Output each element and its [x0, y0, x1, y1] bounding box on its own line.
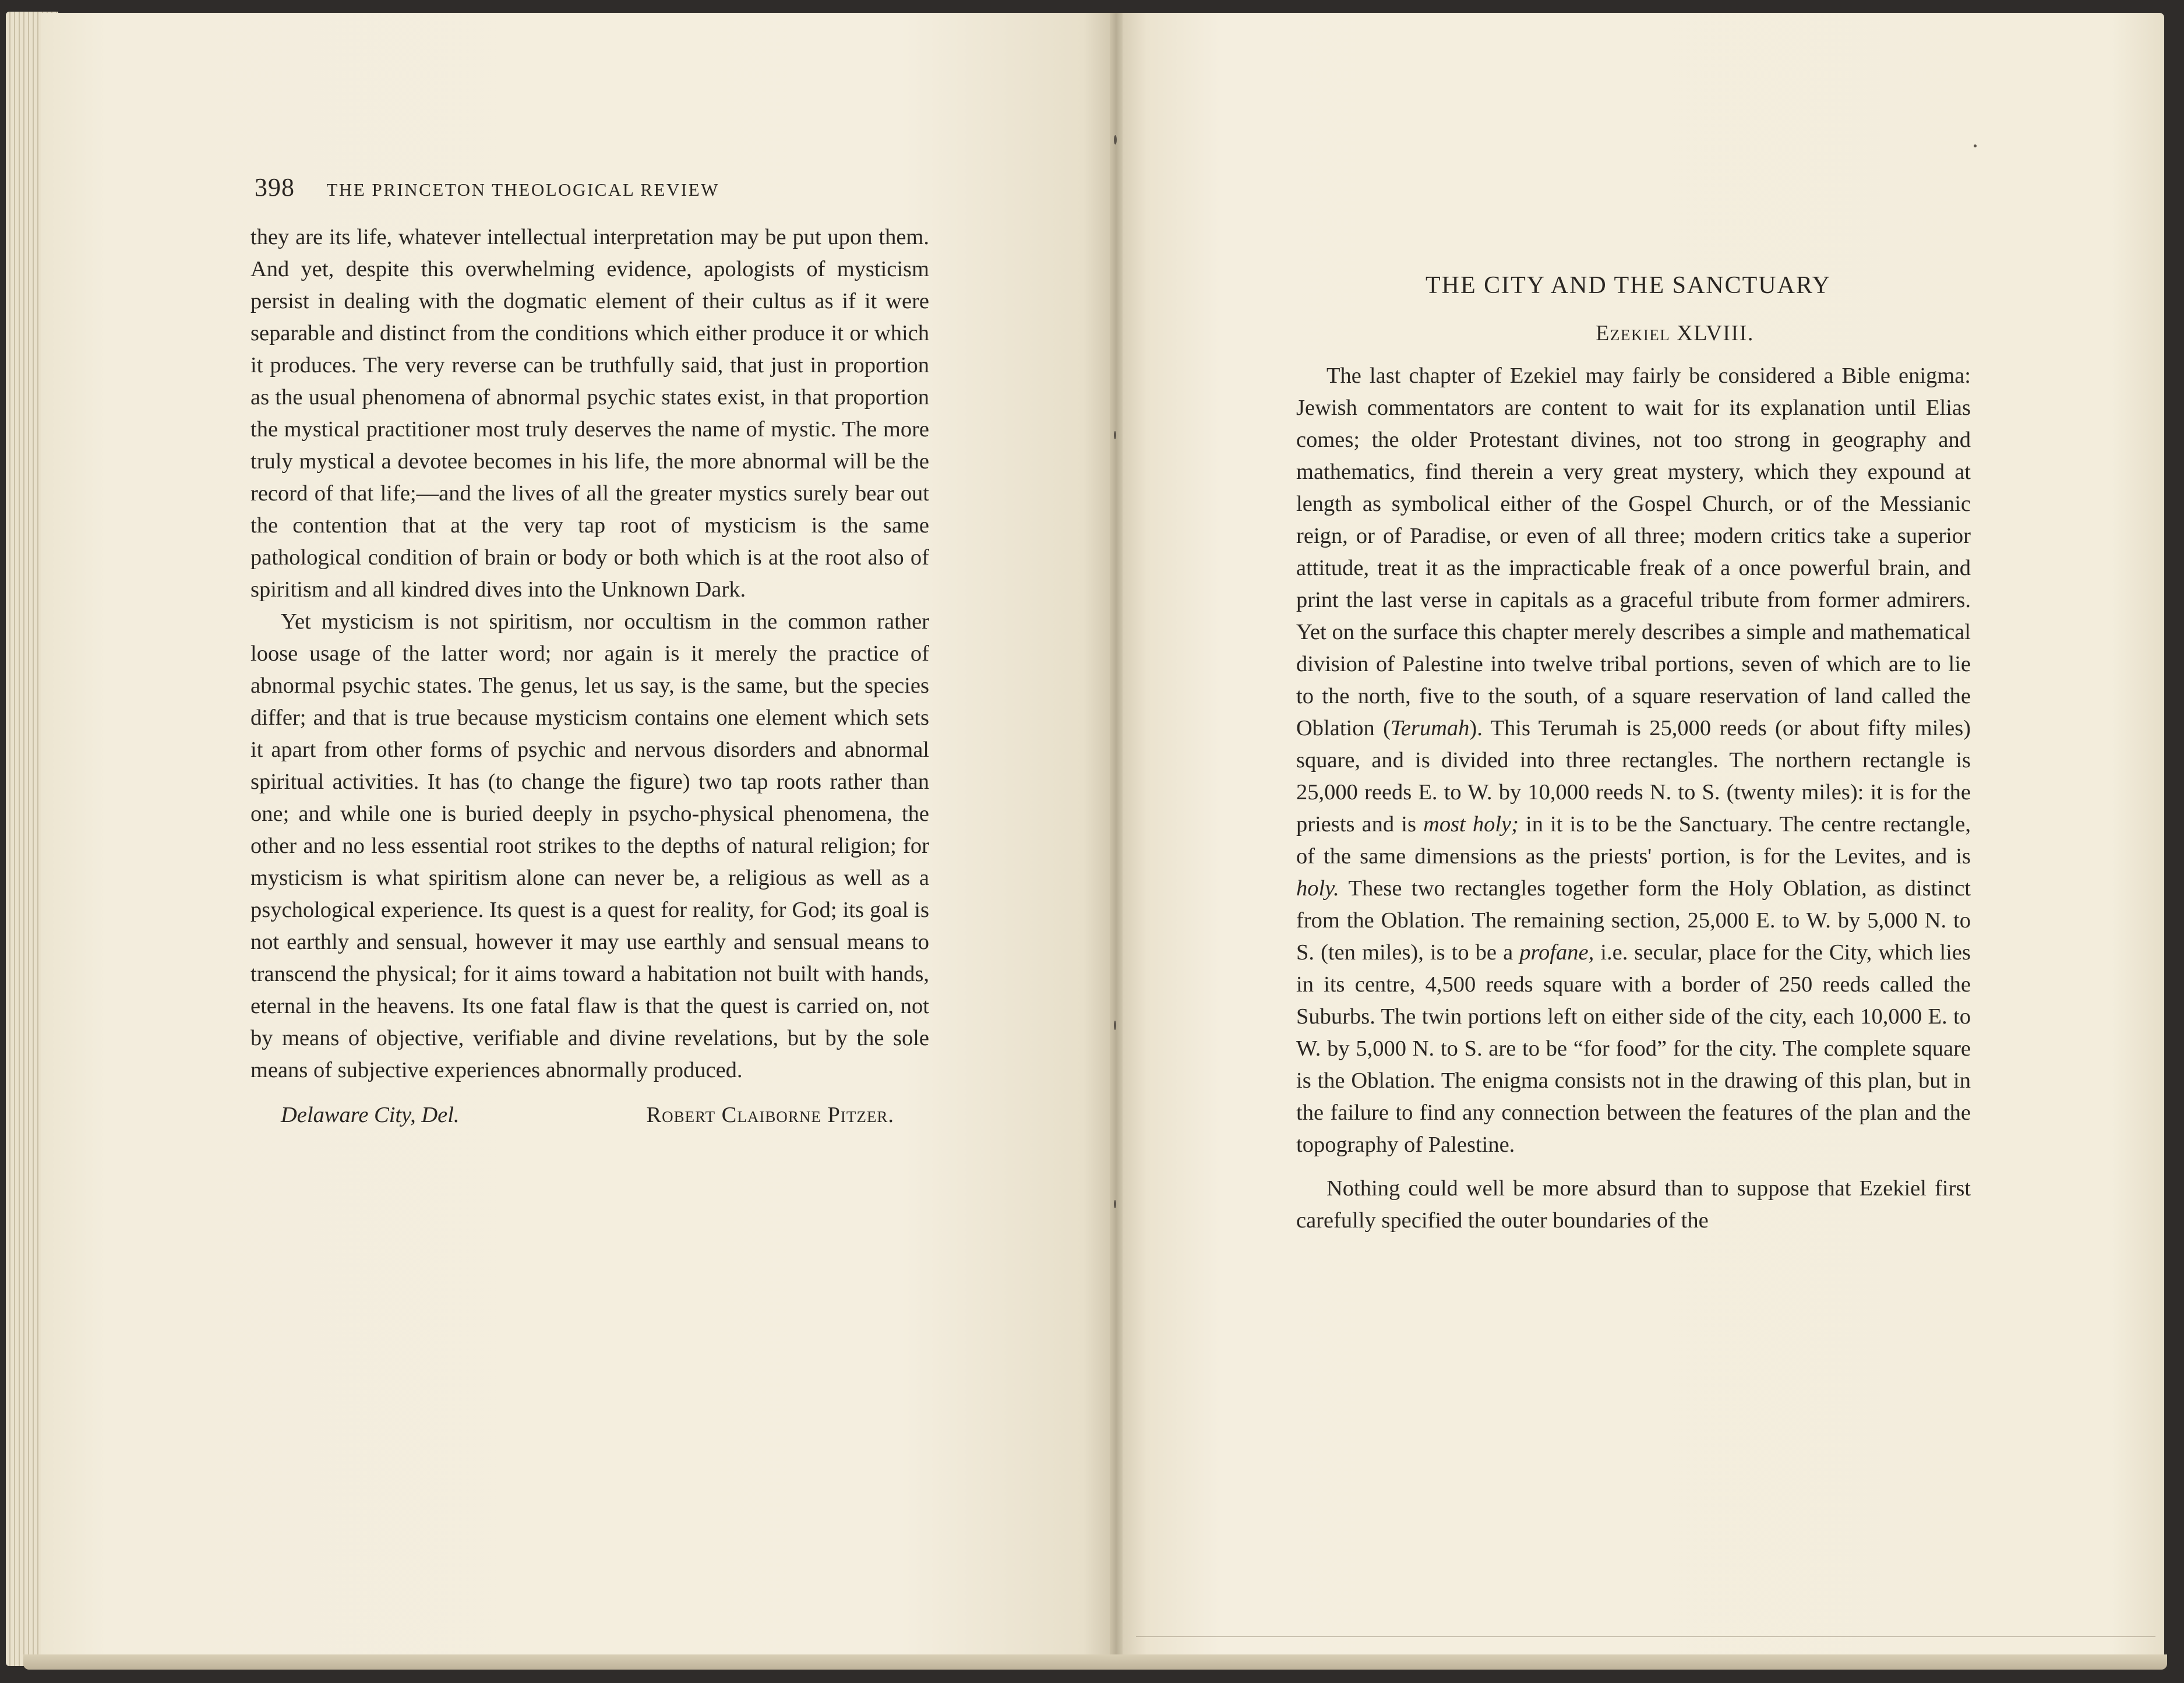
paragraph — [1296, 360, 1971, 1161]
page-rule — [1136, 1636, 2155, 1637]
italic-term: holy. — [1296, 876, 1339, 901]
running-head-title: THE PRINCETON THEOLOGICAL REVIEW — [326, 179, 719, 200]
gutter-speck — [1114, 431, 1116, 439]
right-body-text — [1296, 360, 1971, 1237]
running-head — [255, 172, 954, 202]
article-subtitle: Ezekiel XLVIII. — [1596, 321, 1754, 345]
italic-term: profane, — [1519, 940, 1594, 965]
text-span: The last chapter of Ezekiel may fairly be considered a Bible enigma: Jewish commentators are content to wait for its explanation until Elias comes; the older Protestant divines, not too strong in geography and mathematics, find therein a very great mystery, which they expound at length as symbolical either of the Gospel Church, or of the Messianic reign, or of Paradise, or even of all three; modern critics take a superior attitude, treat it as the impracticable freak of a once powerful brain, and print the last verse in capitals as a graceful tribute from former admirers. Yet on the surface this chapter merely describes a simple and mathematical division of Palestine into twelve tribal portions, seven of which are to lie to the north, five to the south, of a square reservation of land called the Oblation ( — [1296, 364, 1971, 740]
gutter-speck — [1114, 1021, 1116, 1030]
signature-line — [250, 1099, 929, 1131]
text-span: These two rectangles together form the Holy Oblation, as distinct from the Oblation. The remaining section, 25,000 E. to W. by 5,000 N. to S. (ten miles), is to be a — [1296, 876, 1971, 965]
signature-place: Delaware City, Del. — [281, 1103, 460, 1127]
article-title: THE CITY AND THE SANCTUARY — [1425, 272, 1831, 299]
italic-term: most holy; — [1423, 812, 1519, 837]
paragraph: they are its life, whatever intellectual interpretation may be put upon them. And yet, despite this overwhelming evidence, apologists of mysticism persist in dealing with the dogmatic element of their cultus as if it were separable and distinct from the conditions which either produce it or which it produces. The very reverse can be truthfully said, that just in proportion as the usual phenomena of abnormal psychic states exist, in that proportion the mystical practitioner most truly deserves the name of mystic. The more truly mystical a devotee becomes in his life, the more abnormal will be the record of that life;—and the lives of all the greater mystics surely bear out the contention that at the very tap root of mysticism is the same pathological condition of brain or body or both which is at the root also of spiritism and all kindred dives into the Unknown Dark. — [250, 225, 929, 602]
bottom-edge — [23, 1654, 2167, 1670]
text-span: i.e. secular, place for the City, which lies in its centre, 4,500 reeds square with a border of 250 reeds called the Suburbs. The twin portions left on either side of the city, each 10,000 E. to W. by 5,000 N. to S. are to be “for food” for the city. The complete square is the Oblation. The enigma consists not in the drawing of this plan, but in the failure to find any connection between the features of the plan and the topography of Palestine. — [1296, 940, 1971, 1157]
signature-author: Robert Claiborne Pitzer. — [646, 1103, 894, 1127]
gutter-speck — [1114, 1200, 1116, 1208]
book-gutter — [1110, 13, 1123, 1661]
left-body-text — [250, 221, 929, 1131]
paragraph: Yet mysticism is not spiritism, nor occultism in the common rather loose usage of the latter word; nor again is it merely the practice of abnormal psychic states. The genus, let us say, is the same, but the species differ; and that is true because mysticism contains one element which sets it apart from other forms of psychic and nervous disorders and abnormal spiritual activities. It has (to change the figure) two tap roots rather than one; and while one is buried deeply in psycho-physical phenomena, the other and no less essential root strikes to the depths of natural religion; for mysticism is what spiritism alone can never be, a religious as well as a psychological experience. Its quest is a quest for reality, for God; its goal is not earthly and sensual, however it may use earthly and sensual means to transcend the physical; for it aims toward a habitation not built with hands, eternal in the heavens. Its one fatal flaw is that the quest is carried on, not by means of objective, verifiable and divine revelations, but by the sole means of subjective experiences abnormally produced. — [250, 609, 929, 1082]
italic-term: Terumah — [1390, 716, 1470, 740]
text-span: ). This Terumah is 25,000 reeds (or about fifty miles) square, and is divided into three rectangles. The northern rectangle is 25,000 reeds E. to W. by 10,000 reeds N. to S. (twenty miles): it is for the priests and is — [1296, 716, 1971, 837]
text-span: in it is to be the Sanctuary. The centre rectangle, of the same dimensions as the priests' portion, is for the Levites, and is — [1296, 812, 1971, 869]
gutter-speck — [1114, 135, 1117, 144]
page-number: 398 — [255, 173, 295, 202]
paper-speck — [1974, 144, 1977, 147]
paragraph: Nothing could well be more absurd than to suppose that Ezekiel first carefully specified the outer boundaries of the — [1296, 1176, 1971, 1233]
